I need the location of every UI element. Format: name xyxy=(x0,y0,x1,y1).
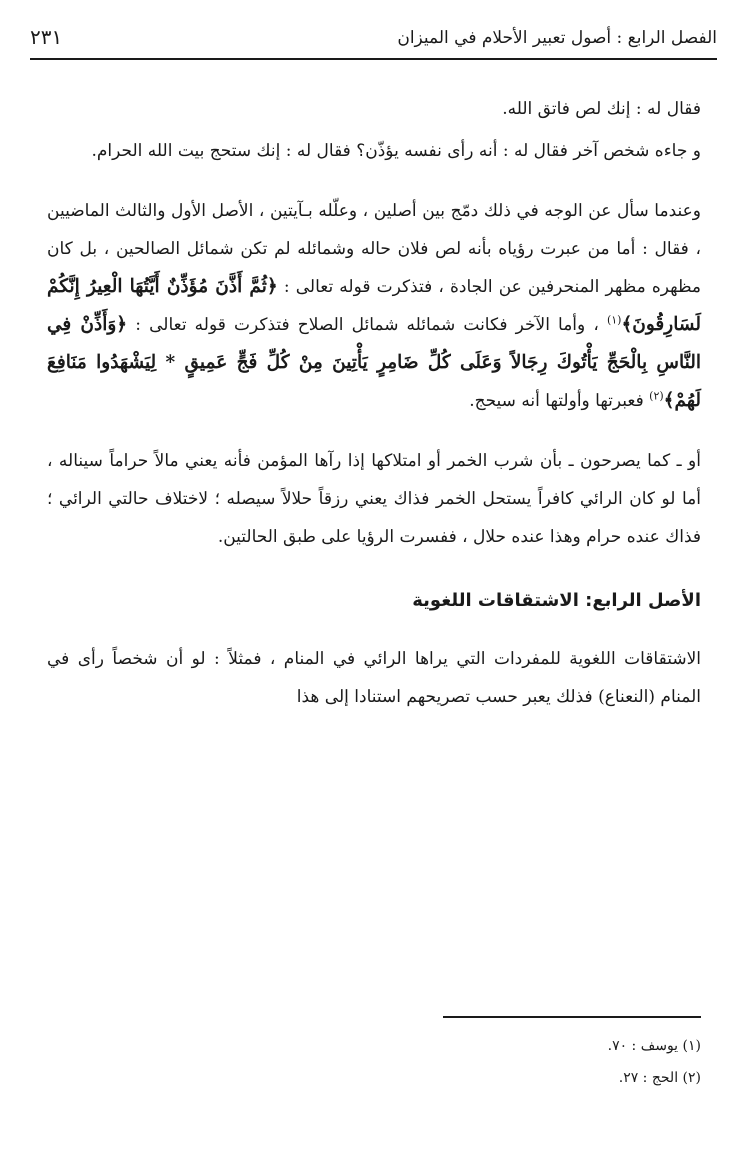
footnotes xyxy=(47,1030,701,1094)
quran-verse-1: ﴿ثُمَّ أَذَّنَ مُؤَذِّنٌ أَيَّتُهَا الْعِيرُ إِنَّكُمْ لَسَارِقُونَ﴾ xyxy=(47,276,701,335)
footnote-1: (١) يوسف : ٧٠. xyxy=(607,1038,701,1054)
paragraph-3-text-b: ، وأما الآخر فكانت شمائله شمائل الصلاح فتذكرت قوله تعالى : xyxy=(135,315,599,335)
chapter-title: الفصل الرابع : أصول تعبير الأحلام في الميزان xyxy=(397,28,717,48)
quran-verse-2: ﴿وَأَذِّنْ فِي النَّاسِ بِالْحَجِّ يَأْتُوكَ رِجَالاً وَعَلَى كُلِّ ضَامِرٍ يَأْتِينَ مِنْ كُلِّ فَجٍّ عَمِيقٍ * لِيَشْهَدُوا مَنَافِعَ لَهُمْ﴾ xyxy=(47,314,701,411)
paragraph-3-text-a: وعندما سأل عن الوجه في ذلك دمّج بين أصلين ، وعلّله بـآيتين ، الأصل الأول والثالث الماضيين ، فقال : أما من عبرت رؤياه بأنه لص فلان حاله وشمائله لم تكن شمائل الصالحين ، بل كان مظهره مظهر المنحرفين عن الجادة ، فتذكرت قوله تعالى : xyxy=(47,201,702,297)
paragraph-3 xyxy=(47,192,701,420)
paragraph-4: أو ـ كما يصرحون ـ بأن شرب الخمر أو امتلاكها إذا رآها المؤمن فأنه يعني مالاً حراماً سيناله ، أما لو كان الرائي كافراً يستحل الخمر فذاك يعني رزقاً حلالاً سيصله ؛ لاختلاف حالتي الرائي ؛ فذاك عنده حرام وهذا عنده حلال ، ففسرت الرؤيا على طبق الحالتين. xyxy=(47,451,701,547)
section-heading: الأصل الرابع: الاشتقاقات اللغوية xyxy=(412,590,701,611)
footnote-ref-1: (١) xyxy=(606,313,622,327)
running-header xyxy=(30,22,717,60)
page-number: ٢٣١ xyxy=(30,25,63,49)
paragraph-5: الاشتقاقات اللغوية للمفردات التي يراها الرائي في المنام ، فمثلاً : لو أن شخصاً رأى في المنام (النعناع) فذلك يعبر حسب تصريحهم استنادا إلى هذا xyxy=(47,649,701,707)
footnote-ref-2: (٢) xyxy=(649,389,664,403)
main-text xyxy=(47,90,701,716)
paragraph-1: فقال له : إنك لص فاتق الله. xyxy=(502,99,701,119)
paragraph-2: و جاءه شخص آخر فقال له : أنه رأى نفسه يؤذّن؟ فقال له : إنك ستحج بيت الله الحرام. xyxy=(91,141,701,161)
footnote-separator xyxy=(443,1016,701,1018)
paragraph-3-text-c: فعبرتها وأولتها أنه سيحج. xyxy=(469,391,644,411)
footnote-2: (٢) الحج : ٢٧. xyxy=(618,1070,701,1086)
